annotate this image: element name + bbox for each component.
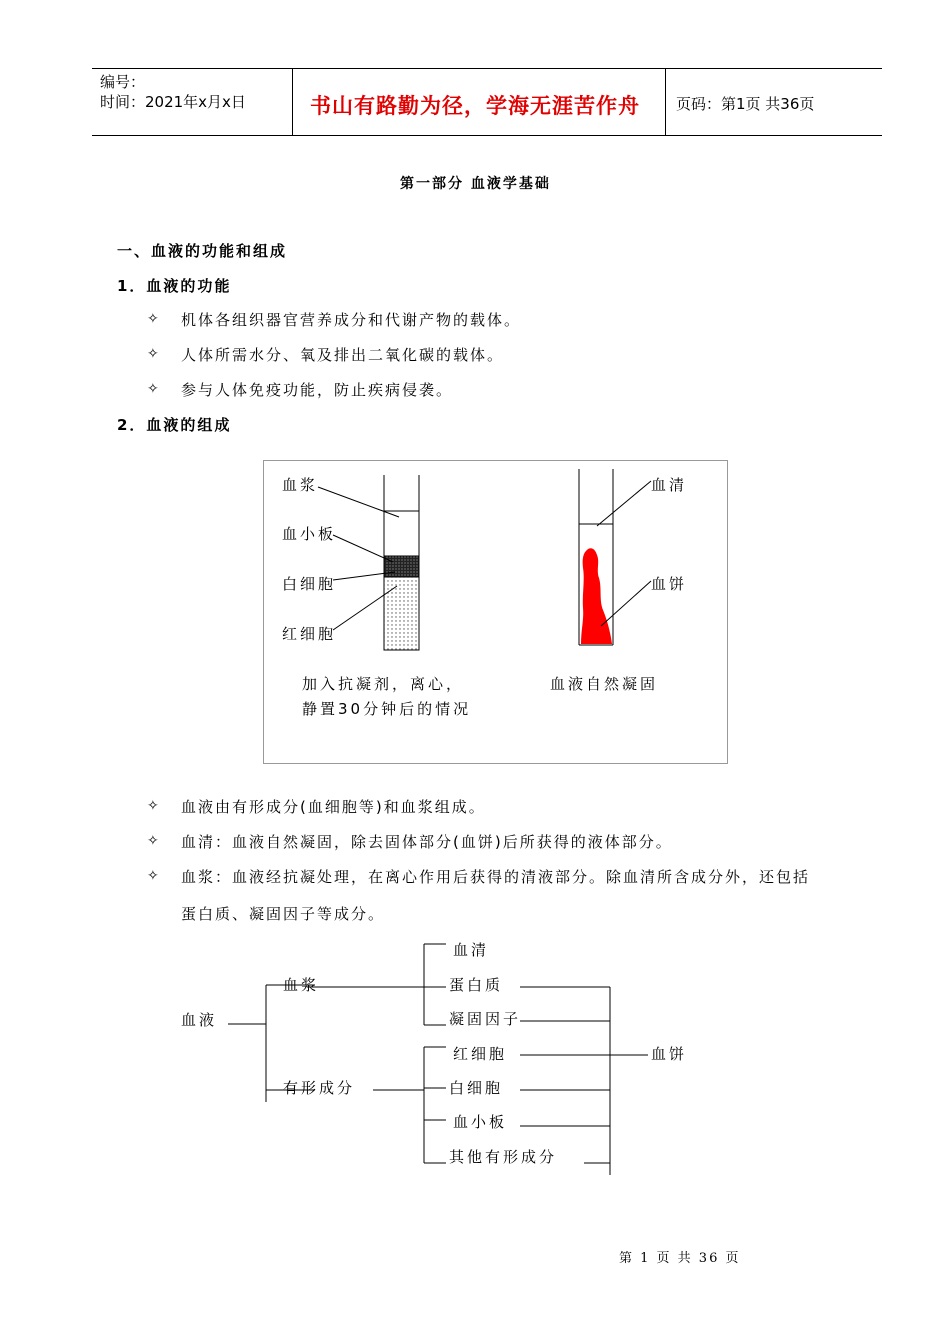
caption-left-1: 加入抗凝剂，离心， <box>302 675 465 693</box>
bullet-text: 血液由有形成分(血细胞等)和血浆组成。 <box>181 798 486 816</box>
header-motto: 书山有路勤为径，学海无涯苦作舟 <box>310 94 640 118</box>
bullet-icon: ✧ <box>147 868 159 884</box>
tree-serum: 血清 <box>453 941 490 959</box>
bullet-icon: ✧ <box>147 381 159 397</box>
tree-white-cell: 白细胞 <box>449 1079 504 1097</box>
caption-left-2: 静置30分钟后的情况 <box>302 700 472 718</box>
subsection-heading: 1．血液的功能 <box>117 277 232 295</box>
caption-right: 血液自然凝固 <box>550 675 659 693</box>
header-time: 时间：2021年x月x日 <box>100 93 246 111</box>
label-white-cell: 白细胞 <box>282 575 337 593</box>
bullet-text: 血浆：血液经抗凝处理，在离心作用后获得的清液部分。除血清所含成分外，还包括 <box>181 868 811 886</box>
section-heading: 一、血液的功能和组成 <box>117 242 288 260</box>
platelet-layer <box>384 556 419 577</box>
blood-clot-shape <box>581 548 612 644</box>
bullet-icon: ✧ <box>147 798 159 814</box>
header-number: 编号： <box>100 73 146 91</box>
tree-protein: 蛋白质 <box>449 976 504 994</box>
tree-plasma: 血浆 <box>283 976 320 994</box>
tree-red-cell: 红细胞 <box>453 1045 508 1063</box>
label-clot: 血饼 <box>651 575 688 593</box>
page-footer: 第 1 页 共 36 页 <box>619 1251 741 1266</box>
header-divider <box>292 69 293 135</box>
tree-other: 其他有形成分 <box>449 1148 558 1166</box>
bullet-icon: ✧ <box>147 833 159 849</box>
bullet-text-continued: 蛋白质、凝固因子等成分。 <box>181 905 386 923</box>
bullet-icon: ✧ <box>147 311 159 327</box>
tree-root: 血液 <box>181 1011 218 1029</box>
label-serum: 血清 <box>651 476 688 494</box>
right-test-tube <box>579 469 651 645</box>
header-page: 页码：第1页 共36页 <box>676 95 815 113</box>
tree-clot: 血饼 <box>651 1045 688 1063</box>
bullet-text: 机体各组织器官营养成分和代谢产物的载体。 <box>181 311 522 329</box>
bullet-text: 人体所需水分、氧及排出二氧化碳的载体。 <box>181 346 505 364</box>
bullet-text: 血清：血液自然凝固，除去固体部分(血饼)后所获得的液体部分。 <box>181 833 673 851</box>
tree-formed: 有形成分 <box>283 1079 356 1097</box>
red-cell-layer <box>384 577 419 650</box>
label-plasma: 血浆 <box>282 476 319 494</box>
blood-tree-diagram <box>170 930 670 1180</box>
bullet-icon: ✧ <box>147 346 159 362</box>
part-title: 第一部分 血液学基础 <box>400 176 551 192</box>
subsection-heading: 2．血液的组成 <box>117 416 232 434</box>
bullet-text: 参与人体免疫功能，防止疾病侵袭。 <box>181 381 454 399</box>
header-divider <box>665 69 666 135</box>
tree-coag-factor: 凝固因子 <box>449 1010 522 1028</box>
label-platelet: 血小板 <box>282 525 337 543</box>
tree-platelet: 血小板 <box>453 1113 508 1131</box>
label-red-cell: 红细胞 <box>282 625 337 643</box>
